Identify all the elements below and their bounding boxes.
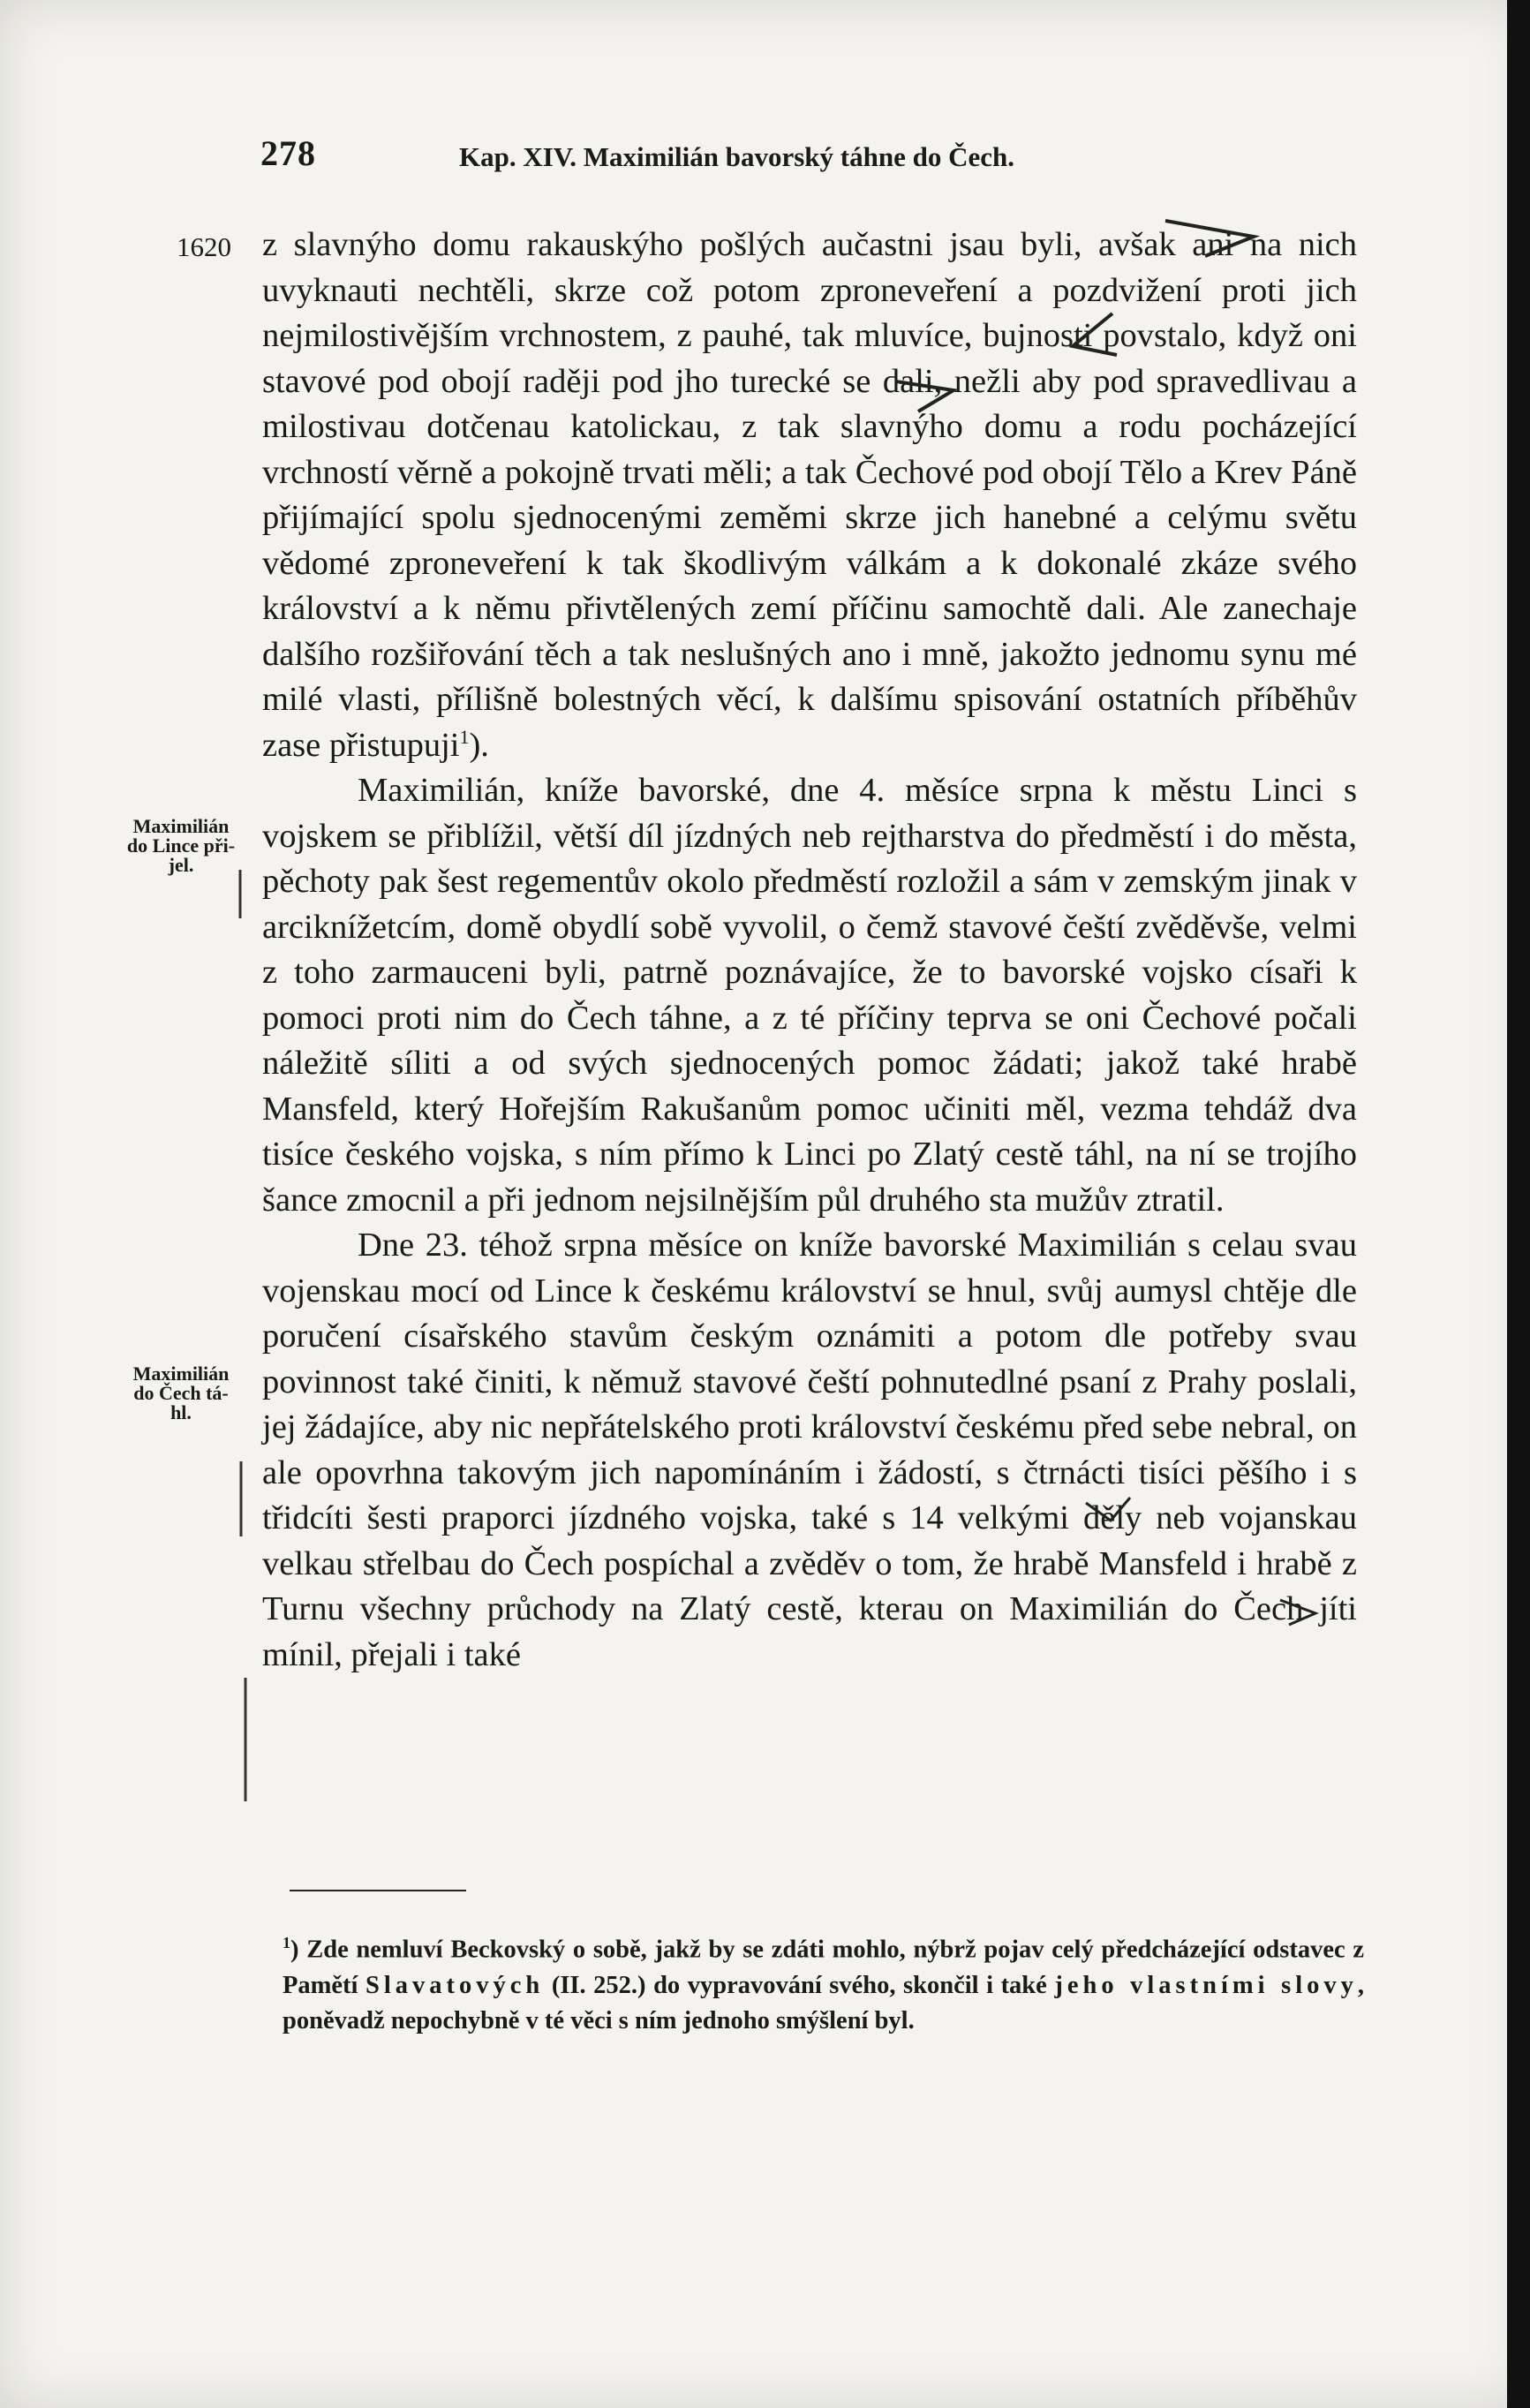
footnote-rule: [290, 1890, 466, 1891]
footnote-spaced-a: Slavatových: [366, 1971, 545, 1999]
margin-note-bohemia: Maximilián do Čech tá- hl.: [132, 1363, 230, 1423]
paragraph-1: [262, 223, 1357, 768]
footnote-text-a: ) Zde nemluví Beckovský o sobě, jakž by se zdáti mohlo, nýbrž pojav celý předcházející odstavec z Pamětí: [283, 1936, 1364, 1999]
scan-edge: [1507, 0, 1530, 2408]
main-text: [262, 223, 1357, 1678]
margin-year: 1620: [177, 231, 231, 262]
footnote-ref: 1: [459, 725, 470, 748]
footnote-mark: 1: [283, 1934, 290, 1951]
paragraph-1-end: ).: [469, 726, 489, 764]
page-header: [260, 132, 1364, 177]
footnote-spaced-b: jeho vlastními slovy: [1054, 1971, 1358, 1999]
footnote-text-b: (II. 252.) do vypravování svého, skončil i také: [544, 1971, 1055, 1999]
running-head: Kap. XIV. Maximilián bavorský táhne do Čech.: [459, 141, 1014, 172]
page-number: 278: [260, 133, 316, 173]
paragraph-3: Dne 23. téhož srpna měsíce on kníže bavorské Maximilián s celau svau vojenskau mocí od Lince k českému království se hnul, svůj aumysl chtěje dle poručení císařského stavům českým oznámiti a potom dle potřeby svau povinnost také činiti, k němuž stavové čeští pohnutedlné psaní z Prahy poslali, jej žádajíce, aby nic nepřátelského proti království českému před sebe nebral, on ale opovrhna takovým jich napomínáním i žádostí, s čtrnácti tisíci pěšího i s třidcíti šesti praporci jízdného vojska, také s 14 velkými děly neb vojanskau velkau střelbau do Čech pospíchal a zvěděv o tom, že hrabě Mansfeld i hrabě z Turnu všechny průchody na Zlatý cestě, kterau on Maximilián do Čech jíti mínil, přejali i také: [262, 1227, 1357, 1673]
footnote: [283, 1925, 1364, 2039]
footnote-text-c: , poněvadž nepochybně v té věci s ním jednoho smýšlení byl.: [283, 1971, 1364, 2034]
paragraph-1-text: z slavnýho domu rakauskýho pošlých aučastni jsau byli, avšak ani na nich uvyknauti nechtěli, skrze což potom zproneveření a pozdvižení proti jich nejmilostivějším vrchnostem, z pauhé, tak mluvíce, bujnosti povstalo, když oni stavové pod obojí raději pod jho turecké se dali, nežli aby pod spravedlivau a milostivau dotčenau katolickau, z tak slavnýho domu a rodu pocházející vrchností věrně a pokojně trvati měli; a tak Čechové pod obojí Tělo a Krev Páně přijímající spolu sjednocenými zeměmi skrze jich hanebné a celýmu světu vědomé zproneveření k tak škodlivým válkám a k dokonalé zkáze svého království a k němu přivtělených zemí příčinu samochtě dali. Ale zanechaje dalšího rozšiřování těch a tak neslušných ano i mně, jakožto jednomu synu mé milé vlasti, přílišně bolestných věcí, k dalšímu spisování ostatních příběhův zase přistupuji: [262, 226, 1357, 764]
paragraph-2: Maximilián, kníže bavorské, dne 4. měsíce srpna k městu Linci s vojskem se přiblížil, větší díl jízdných neb rejtharstva do předměstí i do města, pěchoty pak šest regementův okolo předměstí rozložil a sám v zemským jinak v arciknížetcím, domě obydlí sobě vyvolil, o čemž stavové čeští zvěděvše, velmi z toho zarmauceni byli, patrně poznávajíce, že to bavorské vojsko císaři k pomoci proti nim do Čech táhne, a z té příčiny teprva se oni Čechové počali náležitě síliti a od svých sjednocených pomoc žádati; jakož také hrabě Mansfeld, který Hořejším Rakušanům pomoc učiniti měl, vezma tehdáž dva tisíce českého vojska, s ním přímo k Linci po Zlatý cestě táhl, na ní se trojího šance zmocnil a při jednom nejsilnějším půl druhého sta mužův ztratil.: [262, 772, 1357, 1219]
margin-note-linz: Maximilián do Lince při- jel.: [126, 815, 236, 876]
